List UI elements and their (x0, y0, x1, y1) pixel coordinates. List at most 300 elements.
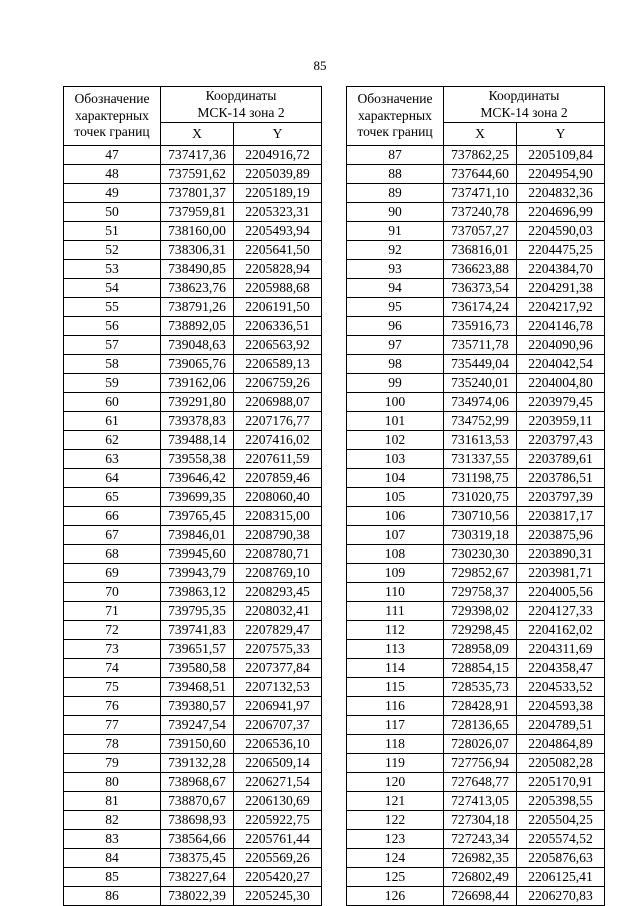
point-id-cell: 81 (64, 792, 161, 811)
point-id-cell: 83 (64, 830, 161, 849)
y-coordinate-cell: 2206536,10 (234, 735, 322, 754)
table-row (347, 697, 605, 716)
x-coordinate-cell: 739765,45 (161, 507, 234, 526)
table-row (347, 583, 605, 602)
y-coordinate-cell: 2205574,52 (517, 830, 605, 849)
y-coordinate-cell: 2205039,89 (234, 165, 322, 184)
table-row (64, 146, 322, 165)
table-row (347, 146, 605, 165)
y-coordinate-cell: 2205988,68 (234, 279, 322, 298)
y-coordinate-cell: 2206270,83 (517, 887, 605, 906)
x-coordinate-cell: 735711,78 (444, 336, 517, 355)
point-id-cell: 93 (347, 260, 444, 279)
x-coordinate-cell: 736816,01 (444, 241, 517, 260)
table-row (347, 393, 605, 412)
table-row (64, 868, 322, 887)
point-id-cell: 47 (64, 146, 161, 165)
table-row (64, 792, 322, 811)
y-coordinate-cell: 2203875,96 (517, 526, 605, 545)
x-coordinate-cell: 728854,15 (444, 659, 517, 678)
table-row (347, 165, 605, 184)
y-coordinate-cell: 2206125,41 (517, 868, 605, 887)
point-id-cell: 82 (64, 811, 161, 830)
table-row (347, 317, 605, 336)
table-row (347, 792, 605, 811)
y-coordinate-cell: 2205761,44 (234, 830, 322, 849)
y-coordinate-cell: 2204090,96 (517, 336, 605, 355)
table-row (64, 431, 322, 450)
x-coordinate-cell: 738160,00 (161, 222, 234, 241)
x-coordinate-cell: 728136,65 (444, 716, 517, 735)
y-coordinate-cell: 2205170,91 (517, 773, 605, 792)
y-coordinate-cell: 2205641,50 (234, 241, 322, 260)
table-row (64, 317, 322, 336)
x-coordinate-cell: 738022,39 (161, 887, 234, 906)
x-coordinate-cell: 736373,54 (444, 279, 517, 298)
table-row (64, 830, 322, 849)
y-coordinate-cell: 2205082,28 (517, 754, 605, 773)
y-coordinate-cell: 2205828,94 (234, 260, 322, 279)
y-coordinate-cell: 2207377,84 (234, 659, 322, 678)
y-coordinate-cell: 2208790,38 (234, 526, 322, 545)
table-row (64, 735, 322, 754)
point-id-cell: 71 (64, 602, 161, 621)
y-coordinate-cell: 2203890,31 (517, 545, 605, 564)
x-coordinate-cell: 738227,64 (161, 868, 234, 887)
x-coordinate-cell: 739468,51 (161, 678, 234, 697)
table-row (347, 450, 605, 469)
table-row (347, 887, 605, 906)
x-coordinate-cell: 738375,45 (161, 849, 234, 868)
point-id-cell: 108 (347, 545, 444, 564)
y-coordinate-cell: 2207176,77 (234, 412, 322, 431)
table-row (347, 336, 605, 355)
y-coordinate-cell: 2204004,80 (517, 374, 605, 393)
x-coordinate-cell: 738968,67 (161, 773, 234, 792)
y-coordinate-cell: 2208060,40 (234, 488, 322, 507)
table-row (347, 374, 605, 393)
x-coordinate-cell: 731613,53 (444, 431, 517, 450)
y-coordinate-cell: 2203959,11 (517, 412, 605, 431)
y-coordinate-cell: 2208780,71 (234, 545, 322, 564)
table-row (64, 393, 322, 412)
x-coordinate-cell: 731020,75 (444, 488, 517, 507)
y-coordinate-cell: 2208032,41 (234, 602, 322, 621)
x-coordinate-cell: 739863,12 (161, 583, 234, 602)
header-line: Координаты (205, 88, 277, 104)
y-coordinate-cell: 2207132,53 (234, 678, 322, 697)
x-coordinate-cell: 729852,67 (444, 564, 517, 583)
y-coordinate-cell: 2208315,00 (234, 507, 322, 526)
y-coordinate-cell: 2203981,71 (517, 564, 605, 583)
x-coordinate-cell: 728958,09 (444, 640, 517, 659)
table-row (347, 241, 605, 260)
point-id-cell: 53 (64, 260, 161, 279)
point-label-header (347, 87, 444, 146)
table-row (64, 241, 322, 260)
y-coordinate-cell: 2204005,56 (517, 583, 605, 602)
x-coordinate-cell: 737240,78 (444, 203, 517, 222)
y-coordinate-cell: 2203797,43 (517, 431, 605, 450)
table-row (347, 602, 605, 621)
point-id-cell: 65 (64, 488, 161, 507)
point-id-cell: 118 (347, 735, 444, 754)
header-line: точек границ (357, 124, 433, 140)
point-id-cell: 96 (347, 317, 444, 336)
table-row (64, 165, 322, 184)
x-coordinate-cell: 739162,06 (161, 374, 234, 393)
point-id-cell: 49 (64, 184, 161, 203)
table-row (64, 697, 322, 716)
point-id-cell: 66 (64, 507, 161, 526)
x-coordinate-cell: 729298,45 (444, 621, 517, 640)
table-row (347, 621, 605, 640)
x-coordinate-cell: 729758,37 (444, 583, 517, 602)
table-row (347, 488, 605, 507)
x-coordinate-cell: 730319,18 (444, 526, 517, 545)
table-row (64, 640, 322, 659)
y-coordinate-cell: 2205420,27 (234, 868, 322, 887)
table-row (347, 412, 605, 431)
table-row (64, 279, 322, 298)
table-row (347, 830, 605, 849)
y-coordinate-cell: 2206941,97 (234, 697, 322, 716)
point-id-cell: 50 (64, 203, 161, 222)
x-coordinate-cell: 727413,05 (444, 792, 517, 811)
x-coordinate-cell: 739651,57 (161, 640, 234, 659)
x-coordinate-cell: 735240,01 (444, 374, 517, 393)
x-coordinate-cell: 737471,10 (444, 184, 517, 203)
point-id-cell: 86 (64, 887, 161, 906)
point-id-cell: 68 (64, 545, 161, 564)
x-coordinate-cell: 730710,56 (444, 507, 517, 526)
y-coordinate-cell: 2206509,14 (234, 754, 322, 773)
x-coordinate-cell: 738490,85 (161, 260, 234, 279)
point-id-cell: 109 (347, 564, 444, 583)
point-label-header (64, 87, 161, 146)
x-coordinate-cell: 728535,73 (444, 678, 517, 697)
point-id-cell: 122 (347, 811, 444, 830)
table-row (64, 583, 322, 602)
point-id-cell: 99 (347, 374, 444, 393)
point-id-cell: 78 (64, 735, 161, 754)
x-coordinate-cell: 735916,73 (444, 317, 517, 336)
table-row (64, 887, 322, 906)
point-id-cell: 98 (347, 355, 444, 374)
table-row (64, 355, 322, 374)
y-column-header: Y (517, 123, 605, 146)
y-coordinate-cell: 2206271,54 (234, 773, 322, 792)
y-coordinate-cell: 2204533,52 (517, 678, 605, 697)
point-id-cell: 116 (347, 697, 444, 716)
x-coordinate-cell: 739291,80 (161, 393, 234, 412)
y-coordinate-cell: 2203817,17 (517, 507, 605, 526)
point-id-cell: 64 (64, 469, 161, 488)
point-id-cell: 48 (64, 165, 161, 184)
x-coordinate-cell: 728428,91 (444, 697, 517, 716)
point-id-cell: 119 (347, 754, 444, 773)
y-coordinate-cell: 2204127,33 (517, 602, 605, 621)
point-id-cell: 90 (347, 203, 444, 222)
x-coordinate-cell: 739378,83 (161, 412, 234, 431)
x-coordinate-cell: 739048,63 (161, 336, 234, 355)
table-row (347, 526, 605, 545)
y-coordinate-cell: 2206130,69 (234, 792, 322, 811)
point-id-cell: 103 (347, 450, 444, 469)
x-coordinate-cell: 734752,99 (444, 412, 517, 431)
point-id-cell: 67 (64, 526, 161, 545)
table-row (347, 868, 605, 887)
header-line: МСК-14 зона 2 (197, 104, 285, 120)
x-coordinate-cell: 726982,35 (444, 849, 517, 868)
point-id-cell: 105 (347, 488, 444, 507)
y-coordinate-cell: 2205323,31 (234, 203, 322, 222)
x-coordinate-cell: 739380,57 (161, 697, 234, 716)
header-line: МСК-14 зона 2 (480, 104, 568, 120)
x-column-header: X (161, 123, 234, 146)
y-coordinate-cell: 2205493,94 (234, 222, 322, 241)
x-coordinate-cell: 738892,05 (161, 317, 234, 336)
point-id-cell: 87 (347, 146, 444, 165)
table-row (64, 184, 322, 203)
x-coordinate-cell: 738306,31 (161, 241, 234, 260)
x-coordinate-cell: 737417,36 (161, 146, 234, 165)
point-id-cell: 114 (347, 659, 444, 678)
table-row (347, 260, 605, 279)
y-coordinate-cell: 2204475,25 (517, 241, 605, 260)
y-coordinate-cell: 2207416,02 (234, 431, 322, 450)
header-line: точек границ (74, 124, 150, 140)
table-row (64, 260, 322, 279)
y-coordinate-cell: 2205569,26 (234, 849, 322, 868)
y-coordinate-cell: 2204384,70 (517, 260, 605, 279)
y-coordinate-cell: 2204146,78 (517, 317, 605, 336)
y-coordinate-cell: 2205504,25 (517, 811, 605, 830)
point-id-cell: 51 (64, 222, 161, 241)
table-row (347, 469, 605, 488)
x-column-header: X (444, 123, 517, 146)
x-coordinate-cell: 739943,79 (161, 564, 234, 583)
point-id-cell: 62 (64, 431, 161, 450)
point-id-cell: 56 (64, 317, 161, 336)
y-coordinate-cell: 2207575,33 (234, 640, 322, 659)
header-line: характерных (358, 107, 432, 123)
point-id-cell: 104 (347, 469, 444, 488)
point-id-cell: 94 (347, 279, 444, 298)
x-coordinate-cell: 727243,34 (444, 830, 517, 849)
table-row (347, 716, 605, 735)
x-coordinate-cell: 739945,60 (161, 545, 234, 564)
table-row (347, 184, 605, 203)
x-coordinate-cell: 739795,35 (161, 602, 234, 621)
table-row (347, 811, 605, 830)
coords-header (161, 87, 322, 123)
table-row (64, 507, 322, 526)
y-coordinate-cell: 2207829,47 (234, 621, 322, 640)
point-id-cell: 85 (64, 868, 161, 887)
table-row (64, 222, 322, 241)
x-coordinate-cell: 727756,94 (444, 754, 517, 773)
point-id-cell: 80 (64, 773, 161, 792)
table-row (347, 355, 605, 374)
table-row (347, 678, 605, 697)
x-coordinate-cell: 727648,77 (444, 773, 517, 792)
y-coordinate-cell: 2204590,03 (517, 222, 605, 241)
table-row (64, 678, 322, 697)
x-coordinate-cell: 738623,76 (161, 279, 234, 298)
y-coordinate-cell: 2204217,92 (517, 298, 605, 317)
point-id-cell: 63 (64, 450, 161, 469)
y-coordinate-cell: 2203786,51 (517, 469, 605, 488)
point-id-cell: 113 (347, 640, 444, 659)
table-row (64, 336, 322, 355)
y-coordinate-cell: 2205109,84 (517, 146, 605, 165)
y-coordinate-cell: 2203789,61 (517, 450, 605, 469)
table-row (347, 849, 605, 868)
y-coordinate-cell: 2206336,51 (234, 317, 322, 336)
point-id-cell: 95 (347, 298, 444, 317)
point-id-cell: 74 (64, 659, 161, 678)
y-coordinate-cell: 2204832,36 (517, 184, 605, 203)
table-row (347, 640, 605, 659)
point-id-cell: 55 (64, 298, 161, 317)
point-id-cell: 70 (64, 583, 161, 602)
y-coordinate-cell: 2204358,47 (517, 659, 605, 678)
table-row (64, 849, 322, 868)
x-coordinate-cell: 737591,62 (161, 165, 234, 184)
table-row (64, 659, 322, 678)
point-id-cell: 126 (347, 887, 444, 906)
header-line: Обозначение (357, 90, 433, 106)
y-coordinate-cell: 2204954,90 (517, 165, 605, 184)
point-id-cell: 101 (347, 412, 444, 431)
x-coordinate-cell: 738564,66 (161, 830, 234, 849)
table-row (64, 488, 322, 507)
table-row (64, 469, 322, 488)
x-coordinate-cell: 739741,83 (161, 621, 234, 640)
point-id-cell: 123 (347, 830, 444, 849)
y-coordinate-cell: 2204916,72 (234, 146, 322, 165)
x-coordinate-cell: 727304,18 (444, 811, 517, 830)
point-id-cell: 125 (347, 868, 444, 887)
y-coordinate-cell: 2205876,63 (517, 849, 605, 868)
table-row (347, 431, 605, 450)
point-id-cell: 54 (64, 279, 161, 298)
table-row (64, 374, 322, 393)
point-id-cell: 88 (347, 165, 444, 184)
point-id-cell: 58 (64, 355, 161, 374)
x-coordinate-cell: 738698,93 (161, 811, 234, 830)
coords-header (444, 87, 605, 123)
table-row (64, 450, 322, 469)
x-coordinate-cell: 731198,75 (444, 469, 517, 488)
table-row (347, 773, 605, 792)
x-coordinate-cell: 739580,58 (161, 659, 234, 678)
point-id-cell: 92 (347, 241, 444, 260)
table-row (64, 754, 322, 773)
x-coordinate-cell: 728026,07 (444, 735, 517, 754)
y-coordinate-cell: 2206191,50 (234, 298, 322, 317)
x-coordinate-cell: 737959,81 (161, 203, 234, 222)
point-id-cell: 110 (347, 583, 444, 602)
y-coordinate-cell: 2206589,13 (234, 355, 322, 374)
table-row (64, 602, 322, 621)
y-coordinate-cell: 2206563,92 (234, 336, 322, 355)
x-coordinate-cell: 736623,88 (444, 260, 517, 279)
y-coordinate-cell: 2204593,38 (517, 697, 605, 716)
point-id-cell: 120 (347, 773, 444, 792)
point-id-cell: 60 (64, 393, 161, 412)
point-id-cell: 115 (347, 678, 444, 697)
table-row (347, 203, 605, 222)
y-coordinate-cell: 2204696,99 (517, 203, 605, 222)
header-line: Координаты (488, 88, 560, 104)
y-coordinate-cell: 2208293,45 (234, 583, 322, 602)
point-id-cell: 111 (347, 602, 444, 621)
y-coordinate-cell: 2203797,39 (517, 488, 605, 507)
x-coordinate-cell: 737057,27 (444, 222, 517, 241)
x-coordinate-cell: 737862,25 (444, 146, 517, 165)
x-coordinate-cell: 739247,54 (161, 716, 234, 735)
x-coordinate-cell: 739488,14 (161, 431, 234, 450)
table-row (347, 279, 605, 298)
x-coordinate-cell: 731337,55 (444, 450, 517, 469)
table-row (347, 222, 605, 241)
x-coordinate-cell: 734974,06 (444, 393, 517, 412)
y-coordinate-cell: 2204162,02 (517, 621, 605, 640)
point-id-cell: 112 (347, 621, 444, 640)
x-coordinate-cell: 726698,44 (444, 887, 517, 906)
x-coordinate-cell: 726802,49 (444, 868, 517, 887)
coordinates-table-left (63, 86, 322, 906)
point-id-cell: 75 (64, 678, 161, 697)
table-row (347, 659, 605, 678)
point-id-cell: 72 (64, 621, 161, 640)
y-coordinate-cell: 2207611,59 (234, 450, 322, 469)
point-id-cell: 73 (64, 640, 161, 659)
x-coordinate-cell: 739558,38 (161, 450, 234, 469)
y-coordinate-cell: 2205398,55 (517, 792, 605, 811)
y-coordinate-cell: 2204042,54 (517, 355, 605, 374)
x-coordinate-cell: 739065,76 (161, 355, 234, 374)
point-id-cell: 69 (64, 564, 161, 583)
point-id-cell: 107 (347, 526, 444, 545)
coordinates-table-right (346, 86, 605, 906)
y-coordinate-cell: 2206988,07 (234, 393, 322, 412)
table-row (64, 298, 322, 317)
table-row (347, 545, 605, 564)
header-line: Обозначение (74, 90, 150, 106)
table-row (64, 621, 322, 640)
point-id-cell: 52 (64, 241, 161, 260)
point-id-cell: 102 (347, 431, 444, 450)
y-coordinate-cell: 2205189,19 (234, 184, 322, 203)
point-id-cell: 89 (347, 184, 444, 203)
table-row (64, 545, 322, 564)
x-coordinate-cell: 738791,26 (161, 298, 234, 317)
point-id-cell: 61 (64, 412, 161, 431)
table-row (347, 735, 605, 754)
table-row (64, 811, 322, 830)
y-coordinate-cell: 2206759,26 (234, 374, 322, 393)
table-row (347, 298, 605, 317)
point-id-cell: 76 (64, 697, 161, 716)
table-row (64, 773, 322, 792)
table-row (347, 507, 605, 526)
page-number: 85 (313, 58, 327, 73)
y-coordinate-cell: 2206707,37 (234, 716, 322, 735)
x-coordinate-cell: 739132,28 (161, 754, 234, 773)
